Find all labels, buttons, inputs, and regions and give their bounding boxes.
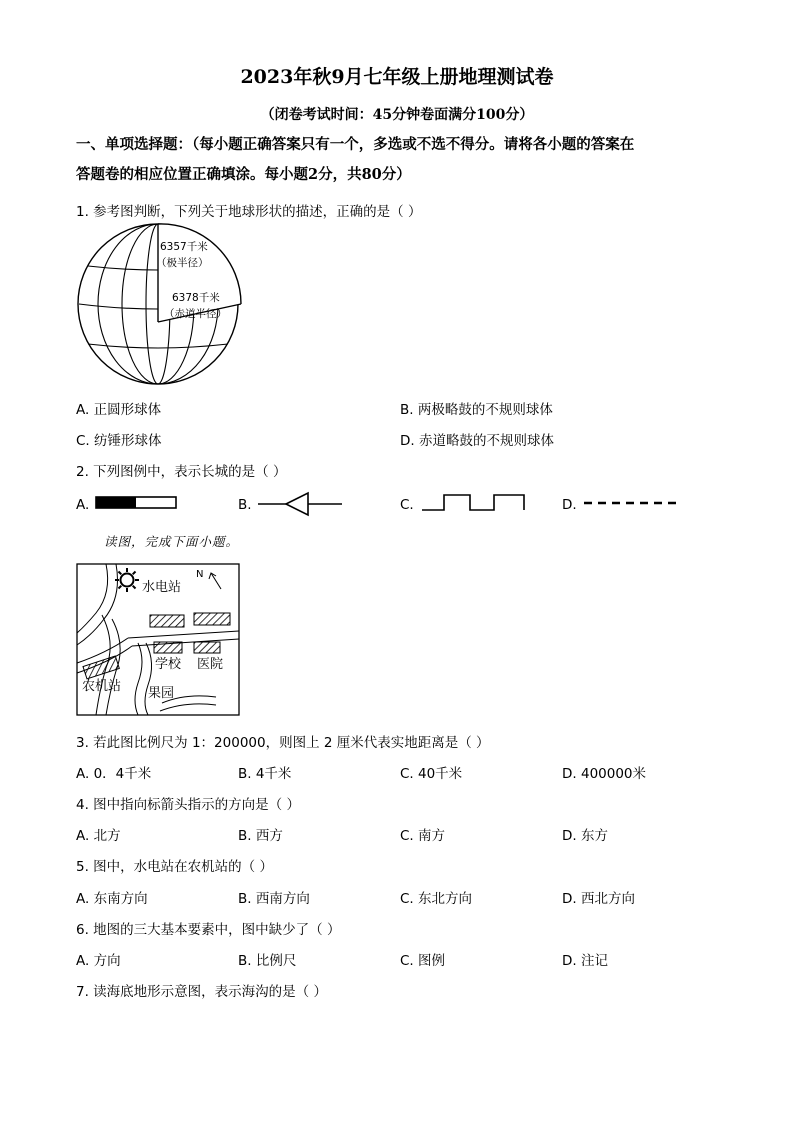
page-subtitle: （闭卷考试时间：45分钟卷面满分100分） bbox=[260, 107, 534, 123]
building-block bbox=[150, 615, 184, 627]
q4-option-b[interactable]: B. 西方 bbox=[238, 828, 283, 844]
q6-option-c[interactable]: C. 图例 bbox=[400, 953, 446, 969]
parallel-line bbox=[88, 344, 228, 348]
orchard-label: 果园 bbox=[148, 686, 175, 701]
school-label: 学校 bbox=[155, 657, 182, 672]
globe-diagram bbox=[76, 222, 246, 388]
q3-option-c[interactable]: C. 40千米 bbox=[400, 766, 463, 782]
q5-option-c[interactable]: C. 东北方向 bbox=[400, 891, 473, 907]
school-building bbox=[154, 642, 182, 653]
question-1-stem: 1. 参考图判断，下列关于地球形状的描述，正确的是（ ） bbox=[76, 204, 422, 220]
q6-option-b[interactable]: B. 比例尺 bbox=[238, 953, 297, 969]
hospital-label: 医院 bbox=[197, 657, 224, 672]
q2-option-a[interactable]: A. bbox=[76, 497, 90, 513]
question-5-stem: 5. 图中，水电站在农机站的（ ） bbox=[76, 859, 273, 875]
building-block bbox=[194, 613, 230, 625]
equator-radius-value: 6378千米 bbox=[172, 292, 220, 304]
section-heading bbox=[76, 130, 726, 190]
q3-option-a[interactable]: A. 0．4千米 bbox=[76, 766, 152, 782]
question-7-stem: 7. 读海底地形示意图，表示海沟的是（ ） bbox=[76, 984, 327, 1000]
q4-option-d[interactable]: D. 东方 bbox=[562, 828, 608, 844]
question-3-stem: 3. 若此图比例尺为 1：200000，则图上 2 厘米代表实地距离是（ ） bbox=[76, 735, 490, 751]
page-title: 2023年秋9月七年级上册地理测试卷 bbox=[240, 66, 554, 88]
q6-option-d[interactable]: D. 注记 bbox=[562, 953, 608, 969]
q1-option-a[interactable]: A. 正圆形球体 bbox=[76, 402, 162, 418]
town-map bbox=[76, 563, 240, 717]
arrow-line-symbol bbox=[256, 490, 346, 518]
polar-radius-label: （极半径） bbox=[156, 257, 209, 269]
q2-option-b[interactable]: B. bbox=[238, 497, 252, 513]
q4-option-a[interactable]: A. 北方 bbox=[76, 828, 121, 844]
section-heading-line-2: 答题卷的相应位置正确填涂。每小题2分，共80分） bbox=[76, 166, 411, 183]
farm-station-label: 农机站 bbox=[82, 679, 122, 694]
polar-radius-value: 6357千米 bbox=[160, 241, 208, 253]
section-heading-line-1: 一、单项选择题：（每小题正确答案只有一个，多选或不选不得分。请将各小题的答案在 bbox=[76, 136, 635, 153]
question-2-stem: 2. 下列图例中，表示长城的是（ ） bbox=[76, 464, 287, 480]
q6-option-a[interactable]: A. 方向 bbox=[76, 953, 121, 969]
q1-option-b[interactable]: B. 两极略鼓的不规则球体 bbox=[400, 402, 553, 418]
dashed-line-symbol bbox=[582, 496, 686, 510]
q3-option-d[interactable]: D. 400000米 bbox=[562, 766, 647, 782]
hydro-station-label: 水电站 bbox=[142, 580, 182, 595]
scale-bar-symbol bbox=[94, 494, 180, 512]
reading-instruction: 读图，完成下面小题。 bbox=[104, 534, 240, 549]
q1-option-d[interactable]: D. 赤道略鼓的不规则球体 bbox=[400, 433, 554, 449]
q5-option-b[interactable]: B. 西南方向 bbox=[238, 891, 310, 907]
q5-option-d[interactable]: D. 西北方向 bbox=[562, 891, 635, 907]
great-wall-symbol bbox=[420, 492, 528, 514]
equator-radius-label: （赤道半径） bbox=[164, 308, 227, 320]
question-4-stem: 4. 图中指向标箭头指示的方向是（ ） bbox=[76, 797, 300, 813]
hospital-building bbox=[194, 642, 220, 653]
q2-option-c[interactable]: C. bbox=[400, 497, 414, 513]
q2-option-d[interactable]: D. bbox=[562, 497, 577, 513]
north-label: N bbox=[196, 569, 204, 580]
q5-option-a[interactable]: A. 东南方向 bbox=[76, 891, 148, 907]
q4-option-c[interactable]: C. 南方 bbox=[400, 828, 446, 844]
question-6-stem: 6. 地图的三大基本要素中，图中缺少了（ ） bbox=[76, 922, 341, 938]
q1-option-c[interactable]: C. 纺锤形球体 bbox=[76, 433, 162, 449]
q3-option-b[interactable]: B. 4千米 bbox=[238, 766, 292, 782]
